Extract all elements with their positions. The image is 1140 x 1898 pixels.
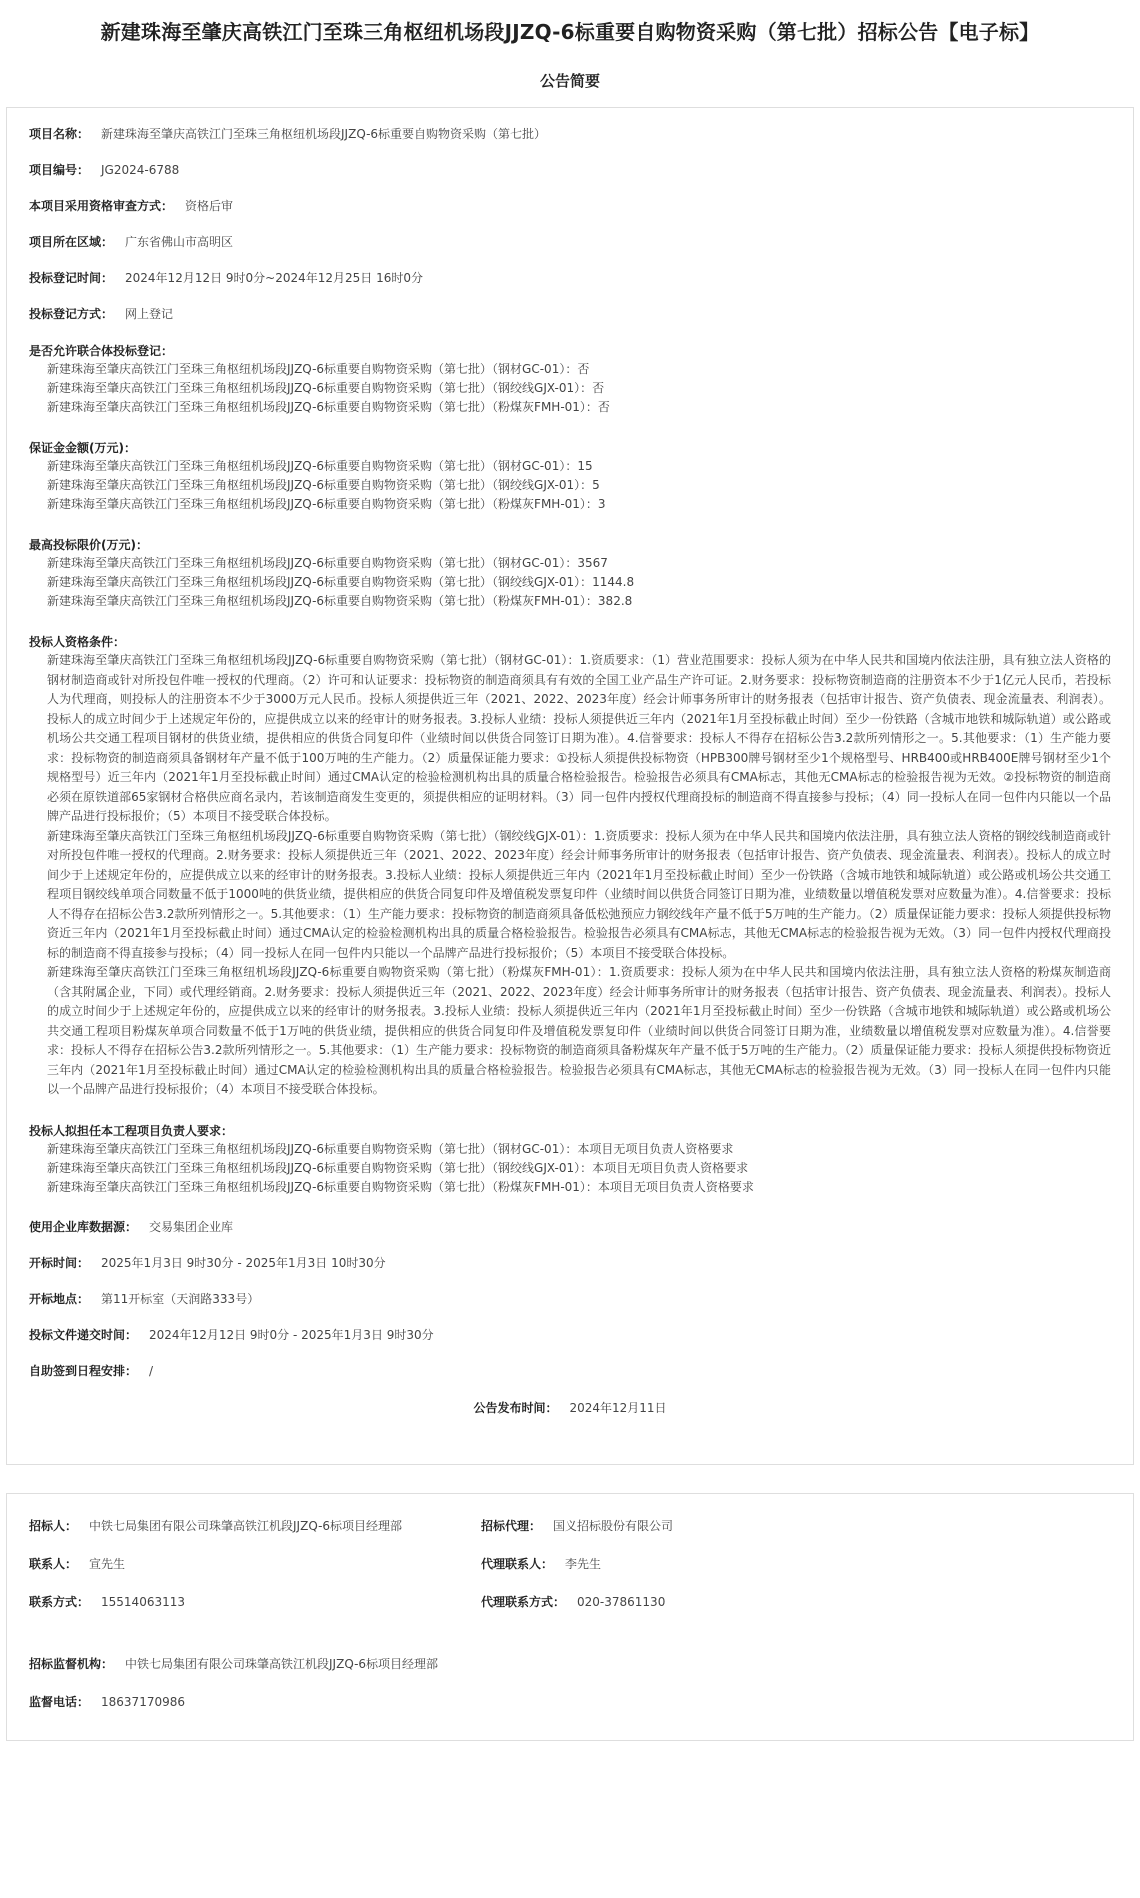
requirement-paragraph: 新建珠海至肇庆高铁江门至珠三角枢纽机场段JJZQ-6标重要自购物资采购（第七批）（钢材GC-01）：1.资质要求：（1）营业范围要求：投标人须为在中华人民共和国境内依法注册，具有独立法人资格的钢材制造商或针对所投包件唯一授权的代理商。（2）许可和认证要求：投标物资的制造商须具有有效的全国工业产品生产许可证。2.财务要求：投标物资制造商的注册资本不少于1亿元人民币，若投标人为代理商，则投标人的注册资本不少于3000万元人民币。投标人须提供近三年（2021、2022、2023年度）经会计师事务所审计的财务报表（包括审计报告、资产负债表、现金流量表、利润表）。投标人的成立时间少于上述规定年份的，应提供成立以来的经审计的财务报表。3.投标人业绩：投标人须提供近三年内（2021年1月至投标截止时间）至少一份铁路（含城市地铁和城际轨道）或公路或机场公共交通工程项目钢材的供货业绩，提供相应的供货合同复印件（业绩时间以供货合同签订日期为准）。4.信誉要求：投标人不得存在招标公告3.2款所列情形之一。5.其他要求：（1）生产能力要求：投标物资的制造商须具备钢材年产量不低于100万吨的生产能力。（2）质量保证能力要求：①投标人须提供投标物资（HPB300牌号钢材至少1个规格型号、HRB400或HRB400E牌号钢材至少1个规格型号）近三年内（2021年1月至投标截止时间）通过CMA认定的检验检测机构出具的质量合格检验报告。检验报告必须具有CMA标志，其他无CMA标志的检验报告视为无效。②投标物资的制造商必须在原铁道部65家钢材合格供应商名录内，若该制造商发生变更的，须提供相应的证明材料。（3）同一包件内授权代理商投标的制造商不得直接参与投标；（4）同一投标人在同一包件内只能以一个品牌产品进行投标报价；（5）本项目不接受联合体投标。 [47, 653, 1111, 823]
phone-field [29, 1592, 481, 1612]
field-label: 自助签到日程安排： [29, 1363, 138, 1378]
qualification-field [29, 198, 1111, 214]
field-value: 资格后审 [185, 199, 234, 213]
group-label: 保证金金额(万元)： [29, 441, 136, 455]
field-value: 国义招标股份有限公司 [553, 1518, 674, 1533]
project-name-field [29, 126, 1111, 142]
list-item: 新建珠海至肇庆高铁江门至珠三角枢纽机场段JJZQ-6标重要自购物资采购（第七批）（钢材GC-01）：3567 [47, 556, 608, 570]
manager-requirements-group [29, 1122, 1111, 1197]
supervisor-field [29, 1654, 481, 1674]
list-item: 新建珠海至肇庆高铁江门至珠三角枢纽机场段JJZQ-6标重要自购物资采购（第七批）（钢材GC-01）：本项目无项目负责人资格要求 [47, 1141, 734, 1156]
reg-method-field [29, 306, 1111, 322]
field-label: 投标登记方式： [29, 307, 114, 321]
deposit-group [29, 439, 1111, 514]
field-label: 监督电话： [29, 1694, 90, 1709]
field-value: 广东省佛山市高明区 [125, 235, 234, 249]
field-label: 公告发布时间： [473, 1400, 558, 1415]
submit-time-field [29, 1327, 1111, 1343]
field-label: 招标监督机构： [29, 1656, 114, 1671]
field-value: 2024年12月11日 [569, 1400, 667, 1415]
field-label: 项目编号： [29, 163, 90, 177]
summary-panel [6, 107, 1134, 1465]
list-item: 新建珠海至肇庆高铁江门至珠三角枢纽机场段JJZQ-6标重要自购物资采购（第七批）（粉煤灰FMH-01）：382.8 [47, 594, 633, 608]
field-label: 招标人： [29, 1518, 78, 1533]
requirement-paragraph: 新建珠海至肇庆高铁江门至珠三角枢纽机场段JJZQ-6标重要自购物资采购（第七批）（钢绞线GJX-01）：1.资质要求：投标人须为在中华人民共和国境内依法注册，具有独立法人资格的钢绞线制造商或针对所投包件唯一授权的代理商。2.财务要求：投标人须提供近三年（2021、2022、2023年度）经会计师事务所审计的财务报表（包括审计报告、资产负债表、现金流量表、利润表）。投标人的成立时间少于上述规定年份的，应提供成立以来的经审计的财务报表。3.投标人业绩：投标人须提供近三年内（2021年1月至投标截止时间）至少一份铁路（含城市地铁和城际轨道）或公路或机场公共交通工程项目钢绞线单项合同数量不低于1000吨的供货业绩，提供相应的供货合同复印件及增值税发票复印件（业绩时间以供货合同签订日期为准，业绩数量以增值税发票对应数量为准）。4.信誉要求：投标人不得存在招标公告3.2款所列情形之一。5.其他要求：（1）生产能力要求：投标物资的制造商须具备低松弛预应力钢绞线年产量不低于5万吨的生产能力。（2）质量保证能力要求：投标人须提供投标物资近三年内（2021年1月至投标截止时间）通过CMA认定的检验检测机构出具的质量合格检验报告。检验报告必须具有CMA标志，其他无CMA标志的检验报告视为无效。（3）同一包件内授权代理商投标的制造商不得直接参与投标；（4）同一投标人在同一包件内只能以一个品牌产品进行投标报价；（5）本项目不接受联合体投标。 [47, 828, 1111, 960]
field-value: 中铁七局集团有限公司珠肇高铁江机段JJZQ-6标项目经理部 [125, 1656, 439, 1671]
field-label: 使用企业库数据源： [29, 1219, 138, 1234]
field-label: 开标地点： [29, 1291, 90, 1306]
field-label: 开标时间： [29, 1255, 90, 1270]
field-value: 2024年12月12日 9时0分 - 2025年1月3日 9时30分 [149, 1327, 434, 1342]
project-no-field [29, 162, 1111, 178]
field-value: 网上登记 [125, 307, 174, 321]
list-item: 新建珠海至肇庆高铁江门至珠三角枢纽机场段JJZQ-6标重要自购物资采购（第七批）（粉煤灰FMH-01）：3 [47, 497, 606, 511]
list-item: 新建珠海至肇庆高铁江门至珠三角枢纽机场段JJZQ-6标重要自购物资采购（第七批）（钢绞线GJX-01）：本项目无项目负责人资格要求 [47, 1160, 749, 1175]
field-value: 2025年1月3日 9时30分 - 2025年1月3日 10时30分 [101, 1255, 386, 1270]
field-label: 代理联系方式： [481, 1594, 566, 1609]
field-label: 本项目采用资格审查方式： [29, 199, 174, 213]
tenderer-field [29, 1516, 481, 1536]
open-place-field [29, 1291, 1111, 1307]
field-value: 2024年12月12日 9时0分~2024年12月25日 16时0分 [125, 271, 424, 285]
bidder-requirements-group [29, 633, 1111, 1100]
field-value: 李先生 [565, 1556, 602, 1571]
field-value: 新建珠海至肇庆高铁江门至珠三角枢纽机场段JJZQ-6标重要自购物资采购（第七批） [101, 127, 547, 141]
list-item: 新建珠海至肇庆高铁江门至珠三角枢纽机场段JJZQ-6标重要自购物资采购（第七批）（钢绞线GJX-01）：1144.8 [47, 575, 635, 589]
group-label: 是否允许联合体投标登记： [29, 344, 174, 358]
agent-contact-field [481, 1554, 933, 1574]
field-label: 项目所在区域： [29, 235, 114, 249]
group-label: 投标人拟担任本工程项目负责人要求： [29, 1123, 234, 1138]
field-value: / [149, 1363, 154, 1378]
contact-row [29, 1654, 1111, 1674]
region-field [29, 234, 1111, 250]
field-label: 联系方式： [29, 1594, 90, 1609]
list-item: 新建珠海至肇庆高铁江门至珠三角枢纽机场段JJZQ-6标重要自购物资采购（第七批）（粉煤灰FMH-01）：否 [47, 400, 610, 414]
consortium-group [29, 342, 1111, 417]
contact-field [29, 1554, 481, 1574]
reg-time-field [29, 270, 1111, 286]
agent-field [481, 1516, 933, 1536]
database-field [29, 1219, 1111, 1235]
field-value: JG2024-6788 [101, 163, 180, 177]
contact-row [29, 1692, 1111, 1712]
contacts-panel [6, 1493, 1134, 1741]
contact-row [29, 1554, 1111, 1574]
field-value: 020-37861130 [577, 1594, 666, 1609]
agent-phone-field [481, 1592, 933, 1612]
field-value: 交易集团企业库 [149, 1219, 234, 1234]
field-value: 宣先生 [89, 1556, 126, 1571]
field-value: 18637170986 [101, 1694, 185, 1709]
field-label: 投标文件递交时间： [29, 1327, 138, 1342]
group-label: 最高投标限价(万元)： [29, 538, 148, 552]
field-value: 中铁七局集团有限公司珠肇高铁江机段JJZQ-6标项目经理部 [89, 1518, 403, 1533]
requirement-paragraph: 新建珠海至肇庆高铁江门至珠三角枢纽机场段JJZQ-6标重要自购物资采购（第七批）（粉煤灰FMH-01）：1.资质要求：投标人须为在中华人民共和国境内依法注册，具有独立法人资格的粉煤灰制造商（含其附属企业，下同）或代理经销商。2.财务要求：投标人须提供近三年（2021、2022、2023年度）经会计师事务所审计的财务报表（包括审计报告、资产负债表、现金流量表、利润表）。投标人的成立时间少于上述规定年份的，应提供成立以来的经审计的财务报表。3.投标人业绩：投标人须提供近三年内（2021年1月至投标截止时间）至少一份铁路（含城市地铁和城际轨道）或公路或机场公共交通工程项目粉煤灰单项合同数量不低于1万吨的供货业绩，提供相应的供货合同复印件及增值税发票复印件（业绩时间以供货合同签订日期为准，业绩数量以增值税发票对应数量为准）。4.信誉要求：投标人不得存在招标公告3.2款所列情形之一。5.其他要求：（1）生产能力要求：投标物资的制造商须具备粉煤灰年产量不低于5万吨的生产能力。（2）质量保证能力要求：投标人须提供投标物资近三年内（2021年1月至投标截止时间）通过CMA认定的检验检测机构出具的质量合格检验报告。检验报告必须具有CMA标志，其他无CMA标志的检验报告视为无效。（3）同一投标人在同一包件内只能以一个品牌产品进行投标报价；（4）本项目不接受联合体投标。 [47, 965, 1111, 1096]
list-item: 新建珠海至肇庆高铁江门至珠三角枢纽机场段JJZQ-6标重要自购物资采购（第七批）（钢材GC-01）：否 [47, 362, 590, 376]
spacer [29, 1630, 1111, 1654]
list-item: 新建珠海至肇庆高铁江门至珠三角枢纽机场段JJZQ-6标重要自购物资采购（第七批）（钢绞线GJX-01）：否 [47, 381, 605, 395]
list-item: 新建珠海至肇庆高铁江门至珠三角枢纽机场段JJZQ-6标重要自购物资采购（第七批）（钢材GC-01）：15 [47, 459, 593, 473]
list-item: 新建珠海至肇庆高铁江门至珠三角枢纽机场段JJZQ-6标重要自购物资采购（第七批）（钢绞线GJX-01）：5 [47, 478, 600, 492]
field-label: 招标代理： [481, 1518, 542, 1533]
page-subtitle: 公告简要 [539, 72, 600, 90]
page-title: 新建珠海至肇庆高铁江门至珠三角枢纽机场段JJZQ-6标重要自购物资采购（第七批）招标公告【电子标】 [100, 20, 1040, 44]
publish-time [29, 1399, 1111, 1416]
field-label: 代理联系人： [481, 1556, 554, 1571]
contact-row [29, 1592, 1111, 1612]
field-label: 联系人： [29, 1556, 78, 1571]
list-item: 新建珠海至肇庆高铁江门至珠三角枢纽机场段JJZQ-6标重要自购物资采购（第七批）（粉煤灰FMH-01）：本项目无项目负责人资格要求 [47, 1179, 754, 1194]
price-limit-group [29, 536, 1111, 611]
group-label: 投标人资格条件： [29, 635, 126, 649]
checkin-field [29, 1363, 1111, 1379]
contact-row [29, 1516, 1111, 1536]
field-label: 项目名称： [29, 127, 90, 141]
open-time-field [29, 1255, 1111, 1271]
supervisor-phone-field [29, 1692, 481, 1712]
field-value: 第11开标室（天润路333号） [101, 1291, 260, 1306]
field-label: 投标登记时间： [29, 271, 114, 285]
field-value: 15514063113 [101, 1594, 185, 1609]
